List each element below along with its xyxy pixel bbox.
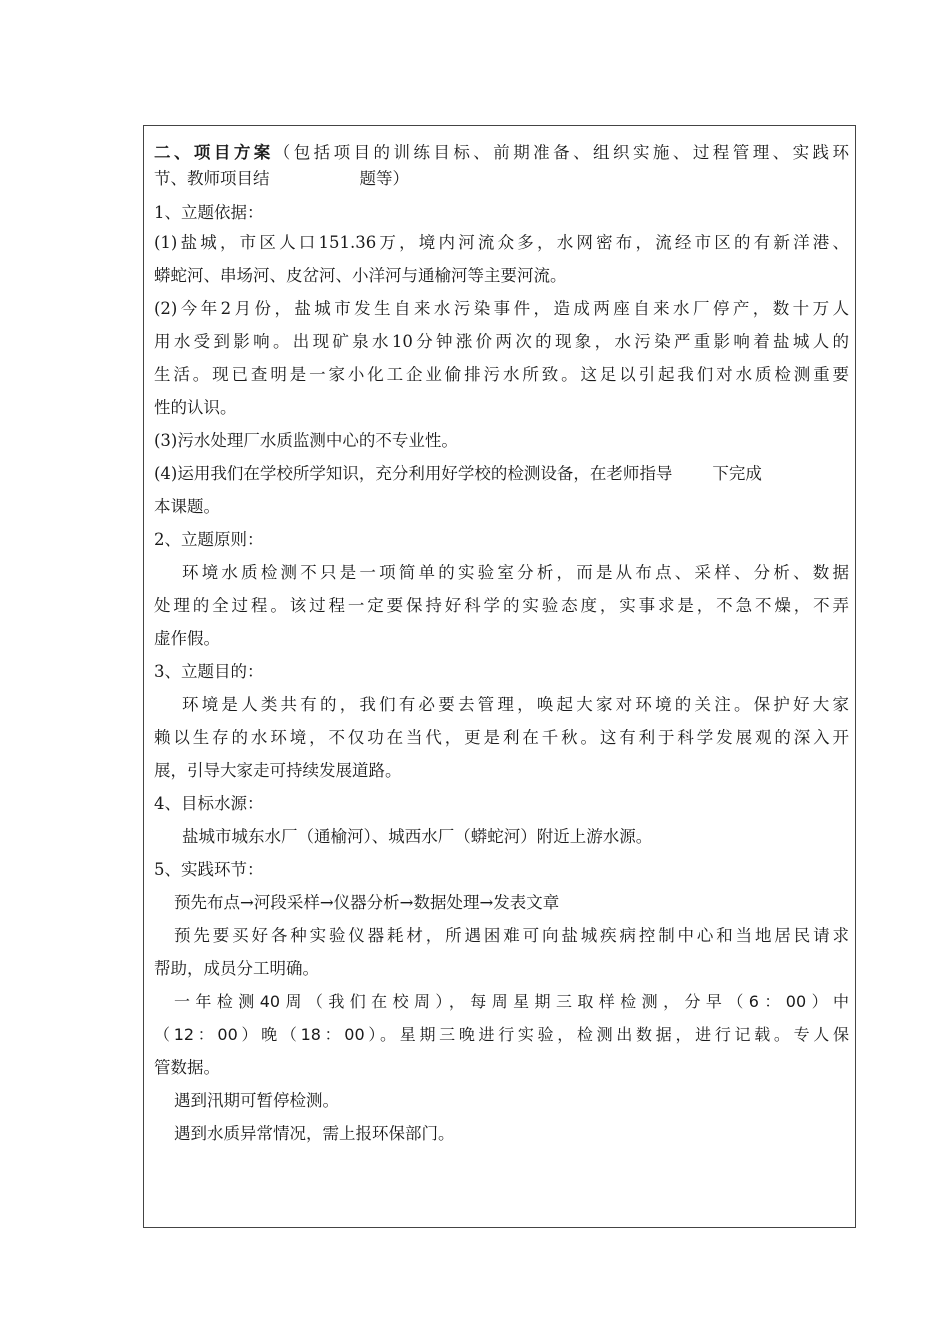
paragraph-line: 遇到水质异常情况，需上报环保部门。 (174, 1124, 455, 1143)
paragraph-line: 处理的全过程。该过程一定要保持好科学的实验态度，实事求是，不急不燥，不弄 (154, 596, 849, 615)
project-plan-table-cell (143, 125, 856, 1228)
paragraph-line: 一年检测40周（我们在校周），每周星期三取样检测，分早（6：00）中 (174, 992, 849, 1011)
paragraph-line: 管数据。 (154, 1058, 220, 1077)
paragraph-line: 盐城市城东水厂（通榆河）、城西水厂（蟒蛇河）附近上游水源。 (182, 827, 653, 846)
heading-principle: 2、立题原则： (154, 530, 264, 549)
paragraph-line: 虚作假。 (154, 629, 220, 648)
section-title-note-part: 题等） (359, 169, 409, 188)
section-title-line-2 (154, 166, 849, 192)
project-plan-content (154, 140, 849, 1150)
paragraph-line: 本课题。 (154, 497, 220, 516)
paragraph-line: 遇到汛期可暂停检测。 (174, 1091, 339, 1110)
paragraph-line: (3)污水处理厂水质监测中心的不专业性。 (154, 431, 458, 450)
paragraph-line: (2)今年2月份，盐城市发生自来水污染事件，造成两座自来水厂停产，数十万人 (154, 299, 849, 318)
section-title-note-part: 节、 (154, 169, 187, 188)
text-run: 展， (154, 761, 187, 780)
heading-basis: 1、立题依据： (154, 203, 264, 222)
paragraph-line (154, 457, 849, 490)
text-run: 引导大 (187, 761, 237, 780)
workflow-line: 预先布点→河段采样→仪器分析→数据处理→发表文章 (174, 893, 560, 912)
section-title-note-part: 教师 (187, 169, 220, 188)
section-title: 二、项目方案 (154, 143, 274, 162)
heading-target-water: 4、目标水源： (154, 794, 264, 813)
paragraph-line: 预先要买好各种实验仪器耗材，所遇困难可向盐城疾病控制中心和当地居民请求 (174, 926, 849, 945)
paragraph-line: （12：00）晚（18：00）。星期三晚进行实验，检测出数据，进行记载。专人保 (154, 1025, 849, 1044)
paragraph-line: 环境是人类共有的，我们有必要去管理，唤起大家对环境的关注。保护好大家 (182, 695, 849, 714)
heading-practice: 5、实践环节： (154, 860, 264, 879)
text-run: 下完成 (712, 464, 762, 483)
section-title-note: （包括项目的训练目标、前期准备、组织实施、过程管理、实践环 (273, 143, 850, 162)
section-title-note-part: 项目结 (220, 169, 270, 188)
paragraph-line: 蟒蛇河、串场河、皮岔河、小洋河与通榆河等主要河流。 (154, 266, 567, 285)
paragraph-line: 生活。现已查明是一家小化工企业偷排污水所致。这足以引起我们对水质检测重要 (154, 365, 849, 384)
paragraph-line: 帮助，成员分工明确。 (154, 959, 319, 978)
paragraph-line: (1)盐城，市区人口151.36万，境内河流众多，水网密布，流经市区的有新洋港、 (154, 233, 849, 252)
text-run: 老师指导 (606, 464, 673, 483)
heading-purpose: 3、立题目的： (154, 662, 264, 681)
paragraph-line: 环境水质检测不只是一项简单的实验室分析，而是从布点、采样、分析、数据 (182, 563, 849, 582)
paragraph-line: 用水受到影响。出现矿泉水10分钟涨价两次的现象，水污染严重影响着盐城人的 (154, 332, 849, 351)
paragraph-line: 性的认识。 (154, 398, 237, 417)
section-title-line-1 (154, 140, 849, 166)
paragraph-line (154, 754, 849, 787)
text-run: (4)运用我们在学校所学知识，充分利用好学校的检测设备，在 (154, 464, 607, 483)
text-run: 家走可持续发展道路。 (236, 761, 402, 780)
paragraph-line: 赖以生存的水环境，不仅功在当代，更是利在千秋。这有利于科学发展观的深入开 (154, 728, 849, 747)
